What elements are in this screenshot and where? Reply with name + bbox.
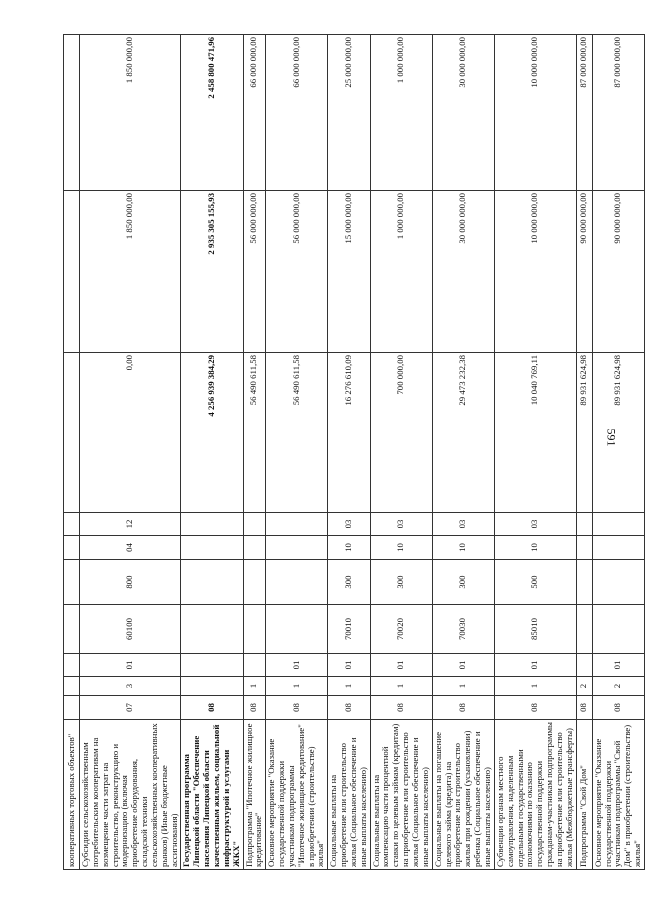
amount-year-1: 56 490 611,58 [243, 353, 266, 513]
code-main-activity [243, 654, 266, 677]
amount-year-2: 56 000 000,00 [266, 191, 328, 353]
code-subprogram [64, 677, 80, 696]
code-main-activity: 01 [370, 654, 432, 677]
code-direction [592, 605, 644, 654]
code-subprogram: 1 [243, 677, 266, 696]
budget-table-body [64, 35, 645, 870]
amount-year-2: 90 000 000,00 [576, 191, 592, 353]
code-subsection [181, 513, 243, 536]
code-subsection [243, 513, 266, 536]
code-subsection: 03 [370, 513, 432, 536]
table-row [432, 35, 494, 870]
amount-year-1: 89 931 624,98 [592, 353, 644, 513]
code-direction [181, 605, 243, 654]
amount-year-3: 25 000 000,00 [328, 35, 370, 191]
code-direction: 85010 [494, 605, 576, 654]
code-main-activity [181, 654, 243, 677]
amount-year-1: 700 000,00 [370, 353, 432, 513]
table-row [181, 35, 243, 870]
row-name: Социальные выплаты на погашение целевого займа (кредита) на приобретение или строительство жилья при рождении (усыновлении) ребенка (Социальное обеспечение и иные выплаты населению) [432, 720, 494, 870]
code-expense-type [266, 560, 328, 605]
amount-year-3: 10 000 000,00 [494, 35, 576, 191]
amount-year-2: 1 850 000,00 [80, 191, 181, 353]
code-program: 08 [328, 696, 370, 720]
code-subsection: 12 [80, 513, 181, 536]
code-subsection: 03 [328, 513, 370, 536]
amount-year-1 [64, 353, 80, 513]
amount-year-3: 87 000 000,00 [592, 35, 644, 191]
code-section: 04 [80, 536, 181, 560]
amount-year-3: 2 458 800 471,96 [181, 35, 243, 191]
amount-year-1: 4 256 939 384,29 [181, 353, 243, 513]
amount-year-3: 66 000 000,00 [266, 35, 328, 191]
code-direction: 70010 [328, 605, 370, 654]
table-row [592, 35, 644, 870]
code-main-activity: 01 [592, 654, 644, 677]
code-section: 10 [494, 536, 576, 560]
table-row [243, 35, 266, 870]
code-program: 08 [432, 696, 494, 720]
amount-year-3 [64, 35, 80, 191]
amount-year-2: 1 000 000,00 [370, 191, 432, 353]
table-row [328, 35, 370, 870]
amount-year-1: 56 490 611,58 [266, 353, 328, 513]
row-name: Социальные выплаты на приобретение или строительство жилья (Социальное обеспечение и иные выплаты населению) [328, 720, 370, 870]
code-direction [64, 605, 80, 654]
code-subsection [266, 513, 328, 536]
code-direction: 60100 [80, 605, 181, 654]
row-name: Государственная программа Липецкой области "Обеспечение населения Липецкой области качественным жильем, социальной инфраструктурой и услугами ЖКХ" [181, 720, 243, 870]
code-subprogram: 1 [266, 677, 328, 696]
code-program: 08 [243, 696, 266, 720]
code-subprogram: 1 [494, 677, 576, 696]
code-program: 08 [592, 696, 644, 720]
page-number: 591 [604, 428, 619, 447]
amount-year-2 [64, 191, 80, 353]
code-subprogram [181, 677, 243, 696]
code-expense-type: 800 [80, 560, 181, 605]
row-name: Социальные выплаты на компенсацию части процентной ставки по целевым займам (кредитам) на приобретение или строительство жилья (Социальное обеспечение и иные выплаты населению) [370, 720, 432, 870]
code-subprogram: 1 [328, 677, 370, 696]
table-row [370, 35, 432, 870]
row-name: Подпрограмма "Свой Дом" [576, 720, 592, 870]
code-direction [576, 605, 592, 654]
code-section [181, 536, 243, 560]
code-subprogram: 1 [370, 677, 432, 696]
code-expense-type [592, 560, 644, 605]
code-main-activity [576, 654, 592, 677]
amount-year-3: 87 000 000,00 [576, 35, 592, 191]
code-subprogram: 2 [592, 677, 644, 696]
code-expense-type [576, 560, 592, 605]
amount-year-1: 16 276 610,09 [328, 353, 370, 513]
code-subsection: 03 [432, 513, 494, 536]
code-direction: 70030 [432, 605, 494, 654]
code-main-activity: 01 [80, 654, 181, 677]
amount-year-3: 1 850 000,00 [80, 35, 181, 191]
code-section [576, 536, 592, 560]
row-name: Подпрограмма "Ипотечное жилищное кредитование" [243, 720, 266, 870]
amount-year-1: 89 931 624,98 [576, 353, 592, 513]
code-subsection [592, 513, 644, 536]
code-expense-type: 300 [370, 560, 432, 605]
amount-year-3: 1 000 000,00 [370, 35, 432, 191]
row-name: кооперативных торговых объектов" [64, 720, 80, 870]
code-subprogram: 3 [80, 677, 181, 696]
code-program: 08 [370, 696, 432, 720]
amount-year-2: 56 000 000,00 [243, 191, 266, 353]
code-program: 08 [266, 696, 328, 720]
row-name: Основное мероприятие "Оказание государственной поддержки участникам подпрограммы "Ипотечное жилищное кредитование" в приобретении (строительстве) жилья" [266, 720, 328, 870]
code-expense-type: 300 [328, 560, 370, 605]
amount-year-2: 30 000 000,00 [432, 191, 494, 353]
amount-year-2: 15 000 000,00 [328, 191, 370, 353]
amount-year-3: 30 000 000,00 [432, 35, 494, 191]
code-section [266, 536, 328, 560]
code-program: 07 [80, 696, 181, 720]
code-expense-type [64, 560, 80, 605]
table-row [80, 35, 181, 870]
amount-year-1: 0,00 [80, 353, 181, 513]
code-subprogram: 2 [576, 677, 592, 696]
code-expense-type: 300 [432, 560, 494, 605]
code-section: 10 [370, 536, 432, 560]
code-direction [243, 605, 266, 654]
code-main-activity [64, 654, 80, 677]
amount-year-2: 2 935 305 155,93 [181, 191, 243, 353]
code-expense-type [181, 560, 243, 605]
amount-year-2: 90 000 000,00 [592, 191, 644, 353]
code-program: 08 [181, 696, 243, 720]
code-main-activity: 01 [432, 654, 494, 677]
amount-year-3: 66 000 000,00 [243, 35, 266, 191]
amount-year-1: 10 040 769,11 [494, 353, 576, 513]
table-row [576, 35, 592, 870]
code-direction: 70020 [370, 605, 432, 654]
amount-year-1: 29 473 232,38 [432, 353, 494, 513]
code-direction [266, 605, 328, 654]
code-expense-type: 500 [494, 560, 576, 605]
code-expense-type [243, 560, 266, 605]
amount-year-2: 10 000 000,00 [494, 191, 576, 353]
code-section [243, 536, 266, 560]
code-section: 10 [328, 536, 370, 560]
code-section: 10 [432, 536, 494, 560]
table-row [266, 35, 328, 870]
code-main-activity: 01 [328, 654, 370, 677]
code-program: 08 [576, 696, 592, 720]
code-subprogram: 1 [432, 677, 494, 696]
code-section [64, 536, 80, 560]
row-name: Субсидии сельскохозяйственным потребительским кооперативам на возмещение части затрат на строительство, реконструкцию и модернизацию (включая приобретение оборудования, складской техники сельскохозяйственных кооперативных рынков) (Иные бюджетные ассигнования) [80, 720, 181, 870]
budget-table [63, 34, 645, 870]
code-main-activity: 01 [266, 654, 328, 677]
row-name: Основное мероприятие "Оказание государственной поддержки участникам подпрограммы "Свой Дом" в приобретении (строительстве) жилья" [592, 720, 644, 870]
code-section [592, 536, 644, 560]
code-program: 08 [494, 696, 576, 720]
table-row [494, 35, 576, 870]
code-program [64, 696, 80, 720]
table-row [64, 35, 80, 870]
code-subsection: 03 [494, 513, 576, 536]
row-name: Субвенции органам местного самоуправления, наделенным отдельными государственными полномочиями по оказанию государственной поддержки гражданам-участникам подпрограммы на приобретение или строительство жилья (Межбюджетные трансферты) [494, 720, 576, 870]
code-subsection [576, 513, 592, 536]
code-main-activity: 01 [494, 654, 576, 677]
code-subsection [64, 513, 80, 536]
